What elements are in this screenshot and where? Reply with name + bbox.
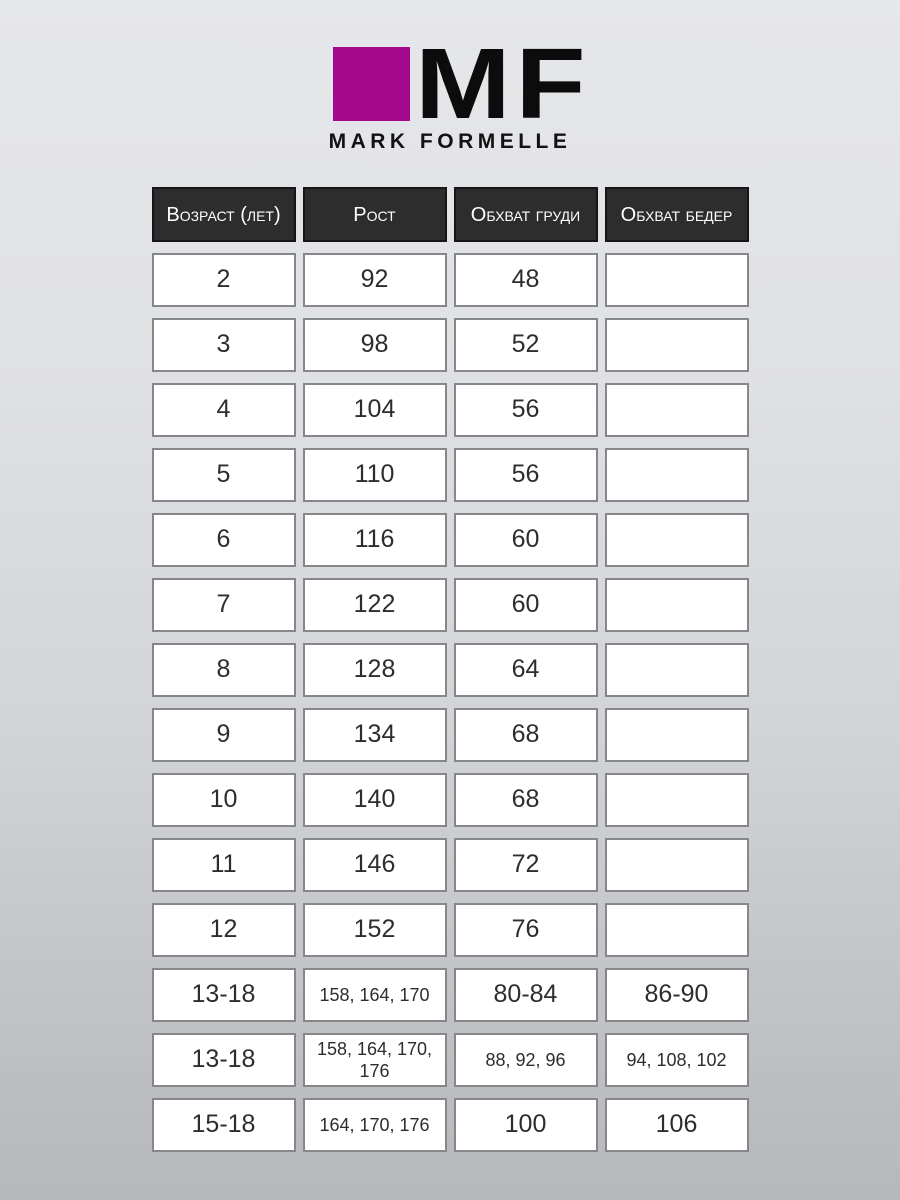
table-cell	[605, 773, 749, 827]
table-cell: 6	[152, 513, 296, 567]
table-cell: 134	[303, 708, 447, 762]
brand-logo	[0, 0, 900, 154]
table-cell: 158, 164, 170	[303, 968, 447, 1022]
table-cell: 13-18	[152, 1033, 296, 1087]
table-cell	[605, 448, 749, 502]
table-cell: 104	[303, 383, 447, 437]
table-cell	[605, 318, 749, 372]
table-cell: 76	[454, 903, 598, 957]
table-cell	[605, 903, 749, 957]
table-cell: 52	[454, 318, 598, 372]
table-cell: 110	[303, 448, 447, 502]
column-header-hips: Обхват бедер	[605, 187, 749, 242]
table-cell: 64	[454, 643, 598, 697]
table-cell: 10	[152, 773, 296, 827]
table-cell: 68	[454, 773, 598, 827]
table-cell: 164, 170, 176	[303, 1098, 447, 1152]
table-cell: 106	[605, 1098, 749, 1152]
brand-accent-square-icon	[333, 47, 410, 121]
table-cell: 56	[454, 383, 598, 437]
column-header-age: Возраст (лет)	[152, 187, 296, 242]
table-cell: 60	[454, 513, 598, 567]
table-cell: 4	[152, 383, 296, 437]
size-table	[152, 187, 749, 1152]
table-cell	[605, 578, 749, 632]
table-cell: 128	[303, 643, 447, 697]
table-cell: 3	[152, 318, 296, 372]
table-cell: 158, 164, 170, 176	[303, 1033, 447, 1087]
table-cell	[605, 253, 749, 307]
table-cell: 9	[152, 708, 296, 762]
table-cell: 60	[454, 578, 598, 632]
table-cell	[605, 513, 749, 567]
table-cell: 8	[152, 643, 296, 697]
column-header-height: Рост	[303, 187, 447, 242]
table-cell: 86-90	[605, 968, 749, 1022]
table-cell	[605, 708, 749, 762]
table-cell: 92	[303, 253, 447, 307]
table-cell	[605, 838, 749, 892]
brand-logo-row	[333, 28, 591, 140]
table-cell: 80-84	[454, 968, 598, 1022]
brand-wordmark: MARK FORMELLE	[328, 130, 572, 153]
column-header-chest: Обхват груди	[454, 187, 598, 242]
table-cell: 12	[152, 903, 296, 957]
table-cell: 98	[303, 318, 447, 372]
table-cell: 122	[303, 578, 447, 632]
table-cell: 140	[303, 773, 447, 827]
table-cell: 146	[303, 838, 447, 892]
table-cell	[605, 643, 749, 697]
table-cell: 56	[454, 448, 598, 502]
table-cell: 72	[454, 838, 598, 892]
table-cell: 2	[152, 253, 296, 307]
table-cell: 152	[303, 903, 447, 957]
table-cell: 11	[152, 838, 296, 892]
brand-monogram: MF	[414, 28, 591, 140]
table-cell: 13-18	[152, 968, 296, 1022]
table-cell: 100	[454, 1098, 598, 1152]
table-cell: 88, 92, 96	[454, 1033, 598, 1087]
table-cell: 68	[454, 708, 598, 762]
table-cell: 116	[303, 513, 447, 567]
size-table-section	[0, 187, 900, 1152]
table-cell: 7	[152, 578, 296, 632]
table-cell	[605, 383, 749, 437]
table-cell: 48	[454, 253, 598, 307]
table-cell: 5	[152, 448, 296, 502]
table-cell: 94, 108, 102	[605, 1033, 749, 1087]
table-cell: 15-18	[152, 1098, 296, 1152]
